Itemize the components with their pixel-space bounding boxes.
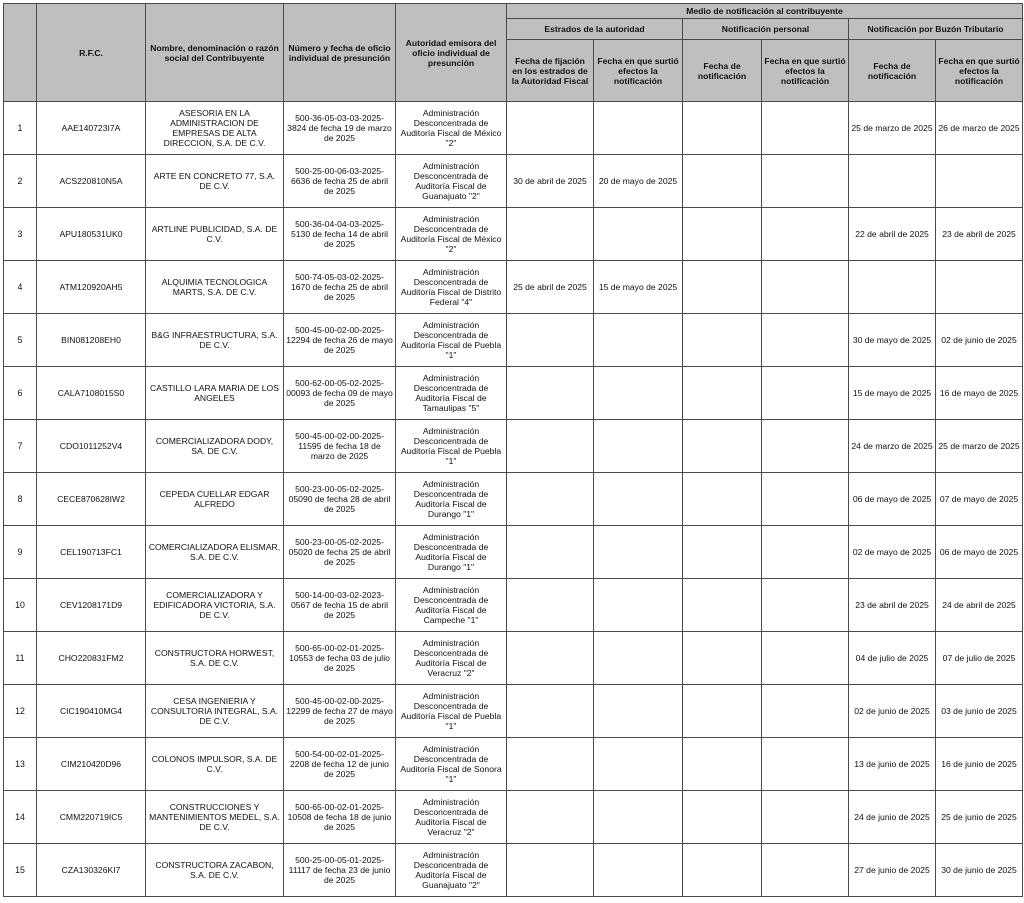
nombre-cell: ASESORIA EN LA ADMINISTRACION DE EMPRESAS DE ALTA DIRECCION, S.A. DE C.V.	[146, 102, 284, 155]
autoridad-cell: Administración Desconcentrada de Auditoría Fiscal de Durango "1"	[396, 526, 507, 579]
buzon-notificacion-cell: 27 de junio de 2025	[849, 844, 936, 897]
estrados-efectos-cell	[594, 473, 683, 526]
buzon-efectos-cell: 26 de marzo de 2025	[936, 102, 1023, 155]
rfc-cell: ATM120920AH5	[37, 261, 146, 314]
table-row	[4, 155, 1023, 208]
header-medio-notificacion: Medio de notificación al contribuyente	[507, 4, 1023, 19]
table-row	[4, 208, 1023, 261]
header-buzon-tributario: Notificación por Buzón Tributario	[849, 19, 1023, 40]
personal-notificacion-cell	[683, 367, 762, 420]
row-number: 14	[4, 791, 37, 844]
table-row	[4, 526, 1023, 579]
buzon-efectos-cell: 16 de junio de 2025	[936, 738, 1023, 791]
estrados-fijacion-cell	[507, 367, 594, 420]
oficio-cell: 500-65-00-02-01-2025-10508 de fecha 18 de junio de 2025	[284, 791, 396, 844]
oficio-cell: 500-62-00-05-02-2025-00093 de fecha 09 de mayo de 2025	[284, 367, 396, 420]
oficio-cell: 500-25-00-06-03-2025-6636 de fecha 25 de abril de 2025	[284, 155, 396, 208]
personal-notificacion-cell	[683, 791, 762, 844]
header-buzon-notificacion: Fecha de notificación	[849, 40, 936, 102]
estrados-efectos-cell	[594, 632, 683, 685]
estrados-fijacion-cell	[507, 632, 594, 685]
personal-notificacion-cell	[683, 579, 762, 632]
personal-efectos-cell	[762, 473, 849, 526]
autoridad-cell: Administración Desconcentrada de Auditoría Fiscal de Durango "1"	[396, 473, 507, 526]
buzon-notificacion-cell: 25 de marzo de 2025	[849, 102, 936, 155]
rfc-cell: CHO220831FM2	[37, 632, 146, 685]
table-row	[4, 420, 1023, 473]
rfc-cell: CEV1208171D9	[37, 579, 146, 632]
buzon-efectos-cell: 03 de junio de 2025	[936, 685, 1023, 738]
estrados-efectos-cell	[594, 420, 683, 473]
nombre-cell: COLONOS IMPULSOR, S.A. DE C.V.	[146, 738, 284, 791]
table-row	[4, 314, 1023, 367]
personal-efectos-cell	[762, 685, 849, 738]
table-row	[4, 261, 1023, 314]
oficio-cell: 500-54-00-02-01-2025-2208 de fecha 12 de junio de 2025	[284, 738, 396, 791]
estrados-efectos-cell	[594, 844, 683, 897]
estrados-efectos-cell: 20 de mayo de 2025	[594, 155, 683, 208]
rfc-cell: APU180531UK0	[37, 208, 146, 261]
nombre-cell: ARTE EN CONCRETO 77, S.A. DE C.V.	[146, 155, 284, 208]
estrados-fijacion-cell	[507, 579, 594, 632]
table-header	[4, 4, 1023, 102]
personal-efectos-cell	[762, 632, 849, 685]
personal-efectos-cell	[762, 579, 849, 632]
header-oficio: Número y fecha de oficio individual de presunción	[284, 4, 396, 102]
nombre-cell: CONSTRUCTORA ZACABON, S.A. DE C.V.	[146, 844, 284, 897]
autoridad-cell: Administración Desconcentrada de Auditoría Fiscal de Puebla "1"	[396, 420, 507, 473]
rfc-cell: BIN081208EH0	[37, 314, 146, 367]
rfc-cell: CMM220719IC5	[37, 791, 146, 844]
row-number: 11	[4, 632, 37, 685]
personal-notificacion-cell	[683, 261, 762, 314]
header-nombre: Nombre, denominación o razón social del Contribuyente	[146, 4, 284, 102]
personal-efectos-cell	[762, 102, 849, 155]
row-number: 4	[4, 261, 37, 314]
autoridad-cell: Administración Desconcentrada de Auditoría Fiscal de Veracruz "2"	[396, 632, 507, 685]
header-rfc: R.F.C.	[37, 4, 146, 102]
nombre-cell: COMERCIALIZADORA ELISMAR, S.A. DE C.V.	[146, 526, 284, 579]
header-num	[4, 4, 37, 102]
buzon-notificacion-cell: 13 de junio de 2025	[849, 738, 936, 791]
autoridad-cell: Administración Desconcentrada de Auditoría Fiscal de Campeche "1"	[396, 579, 507, 632]
nombre-cell: COMERCIALIZADORA Y EDIFICADORA VICTORIA, S.A. DE C.V.	[146, 579, 284, 632]
table-row	[4, 844, 1023, 897]
personal-notificacion-cell	[683, 844, 762, 897]
personal-efectos-cell	[762, 314, 849, 367]
autoridad-cell: Administración Desconcentrada de Auditoría Fiscal de México "2"	[396, 102, 507, 155]
nombre-cell: CEPEDA CUELLAR EDGAR ALFREDO	[146, 473, 284, 526]
rfc-cell: CIM210420D96	[37, 738, 146, 791]
table-row	[4, 632, 1023, 685]
estrados-efectos-cell: 15 de mayo de 2025	[594, 261, 683, 314]
nombre-cell: B&G INFRAESTRUCTURA, S.A. DE C.V.	[146, 314, 284, 367]
estrados-efectos-cell	[594, 102, 683, 155]
buzon-notificacion-cell: 06 de mayo de 2025	[849, 473, 936, 526]
autoridad-cell: Administración Desconcentrada de Auditoría Fiscal de Veracruz "2"	[396, 791, 507, 844]
buzon-efectos-cell: 25 de junio de 2025	[936, 791, 1023, 844]
estrados-efectos-cell	[594, 791, 683, 844]
table-row	[4, 579, 1023, 632]
buzon-efectos-cell	[936, 261, 1023, 314]
rfc-cell: AAE140723I7A	[37, 102, 146, 155]
autoridad-cell: Administración Desconcentrada de Auditoría Fiscal de Puebla "1"	[396, 314, 507, 367]
autoridad-cell: Administración Desconcentrada de Auditoría Fiscal de Tamaulipas "5"	[396, 367, 507, 420]
buzon-efectos-cell: 16 de mayo de 2025	[936, 367, 1023, 420]
estrados-fijacion-cell	[507, 738, 594, 791]
oficio-cell: 500-36-04-04-03-2025-5130 de fecha 14 de abril de 2025	[284, 208, 396, 261]
oficio-cell: 500-45-00-02-00-2025-11595 de fecha 18 de marzo de 2025	[284, 420, 396, 473]
personal-notificacion-cell	[683, 208, 762, 261]
estrados-efectos-cell	[594, 579, 683, 632]
rfc-cell: CZA130326KI7	[37, 844, 146, 897]
personal-efectos-cell	[762, 367, 849, 420]
autoridad-cell: Administración Desconcentrada de Auditoría Fiscal de México "2"	[396, 208, 507, 261]
estrados-fijacion-cell	[507, 685, 594, 738]
table-row	[4, 738, 1023, 791]
buzon-efectos-cell: 06 de mayo de 2025	[936, 526, 1023, 579]
buzon-notificacion-cell: 23 de abril de 2025	[849, 579, 936, 632]
row-number: 15	[4, 844, 37, 897]
row-number: 10	[4, 579, 37, 632]
buzon-notificacion-cell: 04 de julio de 2025	[849, 632, 936, 685]
table-row	[4, 367, 1023, 420]
buzon-notificacion-cell: 02 de junio de 2025	[849, 685, 936, 738]
row-number: 2	[4, 155, 37, 208]
buzon-efectos-cell: 30 de junio de 2025	[936, 844, 1023, 897]
buzon-notificacion-cell: 24 de junio de 2025	[849, 791, 936, 844]
estrados-fijacion-cell	[507, 473, 594, 526]
estrados-efectos-cell	[594, 367, 683, 420]
table-row	[4, 685, 1023, 738]
personal-notificacion-cell	[683, 632, 762, 685]
table-row	[4, 102, 1023, 155]
row-number: 8	[4, 473, 37, 526]
personal-efectos-cell	[762, 791, 849, 844]
personal-notificacion-cell	[683, 314, 762, 367]
personal-efectos-cell	[762, 526, 849, 579]
nombre-cell: COMERCIALIZADORA DODY, SA. DE C.V.	[146, 420, 284, 473]
rfc-cell: CECE870628IW2	[37, 473, 146, 526]
rfc-cell: CDO1011252V4	[37, 420, 146, 473]
oficio-cell: 500-45-00-02-00-2025-12299 de fecha 27 de mayo de 2025	[284, 685, 396, 738]
header-estrados-fijacion: Fecha de fijación en los estrados de la Autoridad Fiscal	[507, 40, 594, 102]
estrados-fijacion-cell	[507, 208, 594, 261]
autoridad-cell: Administración Desconcentrada de Auditoría Fiscal de Puebla "1"	[396, 685, 507, 738]
personal-efectos-cell	[762, 738, 849, 791]
buzon-notificacion-cell	[849, 261, 936, 314]
rfc-cell: CALA7108015S0	[37, 367, 146, 420]
buzon-efectos-cell: 07 de julio de 2025	[936, 632, 1023, 685]
row-number: 5	[4, 314, 37, 367]
nombre-cell: CONSTRUCCIONES Y MANTENIMIENTOS MEDEL, S.A. DE C.V.	[146, 791, 284, 844]
estrados-fijacion-cell: 30 de abril de 2025	[507, 155, 594, 208]
rfc-cell: ACS220810N5A	[37, 155, 146, 208]
estrados-fijacion-cell: 25 de abril de 2025	[507, 261, 594, 314]
rfc-cell: CEL190713FC1	[37, 526, 146, 579]
autoridad-cell: Administración Desconcentrada de Auditoría Fiscal de Guanajuato "2"	[396, 155, 507, 208]
personal-efectos-cell	[762, 420, 849, 473]
buzon-efectos-cell: 07 de mayo de 2025	[936, 473, 1023, 526]
autoridad-cell: Administración Desconcentrada de Auditoría Fiscal de Guanajuato "2"	[396, 844, 507, 897]
personal-efectos-cell	[762, 844, 849, 897]
header-personal-notificacion: Fecha de notificación	[683, 40, 762, 102]
buzon-notificacion-cell	[849, 155, 936, 208]
buzon-notificacion-cell: 30 de mayo de 2025	[849, 314, 936, 367]
row-number: 1	[4, 102, 37, 155]
row-number: 13	[4, 738, 37, 791]
row-number: 12	[4, 685, 37, 738]
row-number: 7	[4, 420, 37, 473]
personal-notificacion-cell	[683, 473, 762, 526]
personal-notificacion-cell	[683, 102, 762, 155]
personal-notificacion-cell	[683, 526, 762, 579]
oficio-cell: 500-25-00-05-01-2025-11117 de fecha 23 de junio de 2025	[284, 844, 396, 897]
row-number: 9	[4, 526, 37, 579]
table-body	[4, 102, 1023, 897]
personal-notificacion-cell	[683, 738, 762, 791]
row-number: 6	[4, 367, 37, 420]
nombre-cell: CONSTRUCTORA HORWEST, S.A. DE C.V.	[146, 632, 284, 685]
buzon-notificacion-cell: 02 de mayo de 2025	[849, 526, 936, 579]
personal-notificacion-cell	[683, 155, 762, 208]
personal-notificacion-cell	[683, 420, 762, 473]
buzon-efectos-cell	[936, 155, 1023, 208]
header-notificacion-personal: Notificación personal	[683, 19, 849, 40]
table-row	[4, 473, 1023, 526]
estrados-fijacion-cell	[507, 314, 594, 367]
buzon-notificacion-cell: 22 de abril de 2025	[849, 208, 936, 261]
header-estrados-efectos: Fecha en que surtió efectos la notificación	[594, 40, 683, 102]
header-autoridad: Autoridad emisora del oficio individual de presunción	[396, 4, 507, 102]
row-number: 3	[4, 208, 37, 261]
nombre-cell: ARTLINE PUBLICIDAD, S.A. DE C.V.	[146, 208, 284, 261]
autoridad-cell: Administración Desconcentrada de Auditoría Fiscal de Distrito Federal "4"	[396, 261, 507, 314]
estrados-fijacion-cell	[507, 420, 594, 473]
header-personal-efectos: Fecha en que surtió efectos la notificación	[762, 40, 849, 102]
estrados-efectos-cell	[594, 314, 683, 367]
personal-efectos-cell	[762, 261, 849, 314]
oficio-cell: 500-14-00-03-02-2023-0567 de fecha 15 de abril de 2025	[284, 579, 396, 632]
estrados-fijacion-cell	[507, 102, 594, 155]
oficio-cell: 500-45-00-02-00-2025-12294 de fecha 26 de mayo de 2025	[284, 314, 396, 367]
estrados-fijacion-cell	[507, 791, 594, 844]
oficio-cell: 500-74-05-03-02-2025-1670 de fecha 25 de abril de 2025	[284, 261, 396, 314]
oficio-cell: 500-36-05-03-03-2025-3824 de fecha 19 de marzo de 2025	[284, 102, 396, 155]
oficio-cell: 500-23-00-05-02-2025-05090 de fecha 28 de abril de 2025	[284, 473, 396, 526]
estrados-efectos-cell	[594, 208, 683, 261]
nombre-cell: CASTILLO LARA MARIA DE LOS ANGELES	[146, 367, 284, 420]
header-buzon-efectos: Fecha en que surtió efectos la notificación	[936, 40, 1023, 102]
rfc-cell: CIC190410MG4	[37, 685, 146, 738]
buzon-efectos-cell: 24 de abril de 2025	[936, 579, 1023, 632]
estrados-efectos-cell	[594, 685, 683, 738]
personal-efectos-cell	[762, 155, 849, 208]
header-estrados: Estrados de la autoridad	[507, 19, 683, 40]
buzon-notificacion-cell: 15 de mayo de 2025	[849, 367, 936, 420]
estrados-efectos-cell	[594, 526, 683, 579]
nombre-cell: ALQUIMIA TECNOLOGICA MARTS, S.A. DE C.V.	[146, 261, 284, 314]
nombre-cell: CESA INGENIERIA Y CONSULTORIA INTEGRAL, S.A. DE C.V.	[146, 685, 284, 738]
table-row	[4, 791, 1023, 844]
autoridad-cell: Administración Desconcentrada de Auditoría Fiscal de Sonora "1"	[396, 738, 507, 791]
buzon-notificacion-cell: 24 de marzo de 2025	[849, 420, 936, 473]
buzon-efectos-cell: 23 de abril de 2025	[936, 208, 1023, 261]
personal-efectos-cell	[762, 208, 849, 261]
estrados-efectos-cell	[594, 738, 683, 791]
oficio-cell: 500-23-00-05-02-2025-05020 de fecha 25 de abril de 2025	[284, 526, 396, 579]
personal-notificacion-cell	[683, 685, 762, 738]
notification-table	[3, 3, 1023, 897]
estrados-fijacion-cell	[507, 526, 594, 579]
buzon-efectos-cell: 02 de junio de 2025	[936, 314, 1023, 367]
oficio-cell: 500-65-00-02-01-2025-10553 de fecha 03 de julio de 2025	[284, 632, 396, 685]
estrados-fijacion-cell	[507, 844, 594, 897]
buzon-efectos-cell: 25 de marzo de 2025	[936, 420, 1023, 473]
